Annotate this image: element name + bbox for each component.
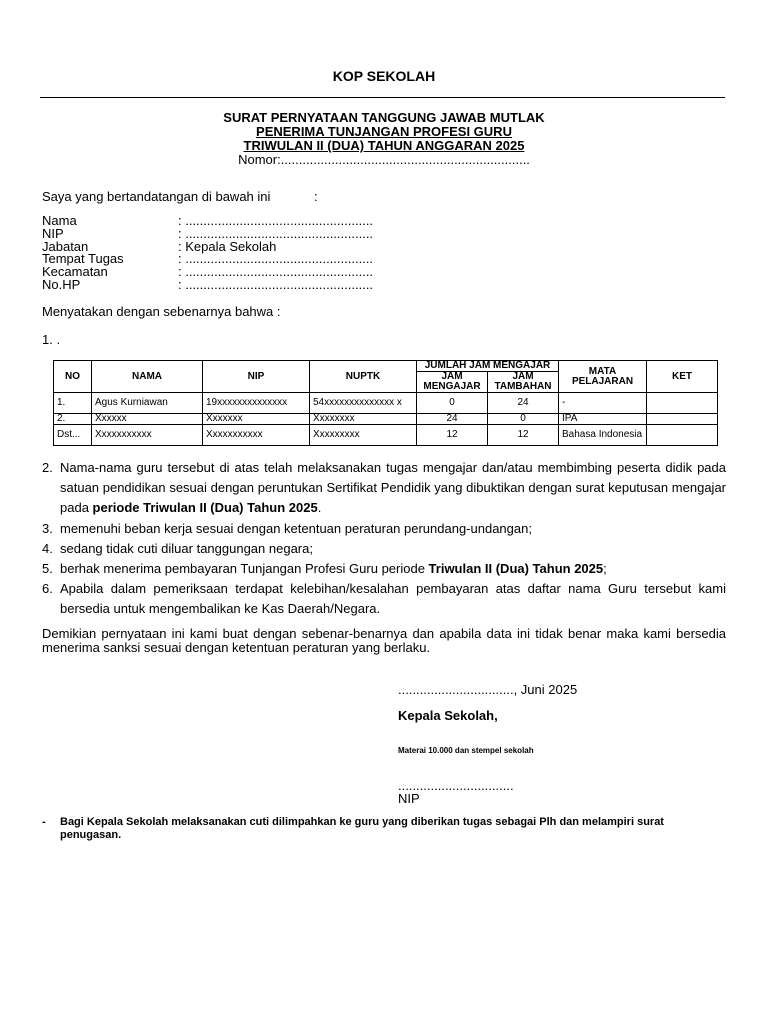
identity-value: : Kepala Sekolah [178,238,277,254]
identity-value: : .................................................... [178,213,374,228]
cell-nuptk: 54xxxxxxxxxxxxxx x [310,393,417,414]
footnote-text: Bagi Kepala Sekolah melaksanakan cuti dilimpahkan ke guru yang diberikan tugas sebagai Plh dan melampiri surat penugasan. [60,816,664,841]
cell-ket [647,425,718,446]
closing-paragraph: Demikian pernyataan ini kami buat dengan sebenar-benarnya dan apabila data ini tidak benar maka kami bersedia menerima sanksi sesuai dengan ketentuan peraturan yang berlaku. [42,626,726,655]
cell-jam-mengajar: 24 [417,414,488,425]
identity-row-nohp [42,276,442,292]
cell-jam-mengajar: 12 [417,425,488,446]
cell-mata-pelajaran: IPA [559,414,647,425]
point-1: 1. . [42,332,61,347]
intro-colon: : [314,189,318,204]
signature-nip: NIP [398,791,420,806]
header-jumlah-jam: JUMLAH JAM MENGAJAR [417,361,559,372]
list-text: Apabila dalam pemeriksaan terdapat kelebihan/kesalahan pembayaran atas daftar nama Guru tersebut kami bersedia untuk mengembalikan ke Kas Daerah/Negara. [60,581,726,616]
cell-nuptk: Xxxxxxxx [310,414,417,425]
signature-place-date: ................................, Juni 2025 [398,682,578,697]
intro-line [42,189,318,204]
identity-label: No.HP [42,276,81,292]
identity-block [42,215,442,292]
list-item [42,539,726,559]
header-ket: KET [647,361,718,393]
list-item [42,458,726,518]
materai-note: Materai 10.000 dan stempel sekolah [398,746,534,755]
cell-jam-tambahan: 24 [488,393,559,414]
header-nuptk: NUPTK [310,361,417,393]
list-text-end: . [317,500,322,515]
teacher-table [53,360,718,446]
cell-nama: Xxxxxxxxxxx [92,425,203,446]
list-number: 4. [42,541,53,556]
list-text-bold: periode Triwulan II (Dua) Tahun 2025 [92,500,318,515]
cell-no: 1. [54,393,92,414]
identity-label: Kecamatan [42,264,108,280]
title-line-1: SURAT PERNYATAAN TANGGUNG JAWAB MUTLAK [223,110,545,125]
cell-jam-mengajar: 0 [417,393,488,414]
declaration-line: Menyatakan dengan sebenarnya bahwa : [42,304,281,319]
header-jam-tambahan: JAM TAMBAHAN [488,372,559,393]
cell-jam-tambahan: 0 [488,414,559,425]
list-number: 2. [42,460,53,475]
list-text-bold: Triwulan II (Dua) Tahun 2025 [428,561,604,576]
list-text: memenuhi beban kerja sesuai dengan ketentuan peraturan perundang-undangan; [60,521,532,536]
list-text-end: ; [603,561,607,576]
list-text: sedang tidak cuti diluar tanggungan negara; [60,541,313,556]
header-no: NO [54,361,92,393]
table-row [54,393,718,414]
cell-nip: 19xxxxxxxxxxxxxx [203,393,310,414]
footnote-dash: - [42,816,46,828]
list-text: Nama-nama guru tersebut di atas telah melaksanakan tugas mengajar dan/atau membimbing peserta didik pada satuan pendidikan sesuai dengan peruntukan Sertifikat Pendidik yang dibuktikan dengan surat keputusan mengajar pada [60,460,726,515]
signature-role: Kepala Sekolah, [398,708,498,723]
cell-jam-tambahan: 12 [488,425,559,446]
identity-label: NIP [42,225,64,241]
cell-nuptk: Xxxxxxxxx [310,425,417,446]
document-title [0,111,768,167]
header-mata-pelajaran: MATA PELAJARAN [559,361,647,393]
cell-no: 2. [54,414,92,425]
cell-nama: Agus Kurniawan [92,393,203,414]
list-number: 6. [42,581,53,596]
intro-text: Saya yang bertandatangan di bawah ini [42,189,271,204]
list-item [42,559,726,579]
list-item [42,519,726,539]
identity-value: : .................................................... [178,225,374,241]
signature-name-line: ................................ [398,778,514,793]
cell-ket [647,393,718,414]
identity-value: : .................................................... [178,264,374,280]
statement-list [42,458,726,619]
cell-mata-pelajaran: Bahasa Indonesia [559,425,647,446]
title-line-2: PENERIMA TUNJANGAN PROFESI GURU [256,124,512,139]
table-row [54,425,718,446]
list-number: 3. [42,521,53,536]
identity-label: Jabatan [42,238,89,254]
table-row [54,414,718,425]
identity-value: : .................................................... [178,276,374,292]
list-item [42,579,726,619]
list-number: 5. [42,561,53,576]
cell-nip: Xxxxxxxxxxx [203,425,310,446]
identity-value: : .................................................... [178,251,374,267]
list-text: berhak menerima pembayaran Tunjangan Profesi Guru periode [60,561,429,576]
title-line-3: TRIWULAN II (DUA) TAHUN ANGGARAN 2025 [243,138,525,153]
header-nama: NAMA [92,361,203,393]
nomor-line: Nomor:..................................................................... [238,152,530,167]
cell-no: Dst... [54,425,92,446]
footnote [42,816,726,842]
letterhead-title: KOP SEKOLAH [332,68,436,84]
cell-ket [647,414,718,425]
cell-mata-pelajaran: - [559,393,647,414]
cell-nip: Xxxxxxx [203,414,310,425]
header-nip: NIP [203,361,310,393]
header-jam-mengajar: JAM MENGAJAR [417,372,488,393]
letterhead-divider [40,97,725,98]
cell-nama: Xxxxxx [92,414,203,425]
identity-label: Tempat Tugas [42,251,124,267]
identity-label: Nama [42,213,77,228]
